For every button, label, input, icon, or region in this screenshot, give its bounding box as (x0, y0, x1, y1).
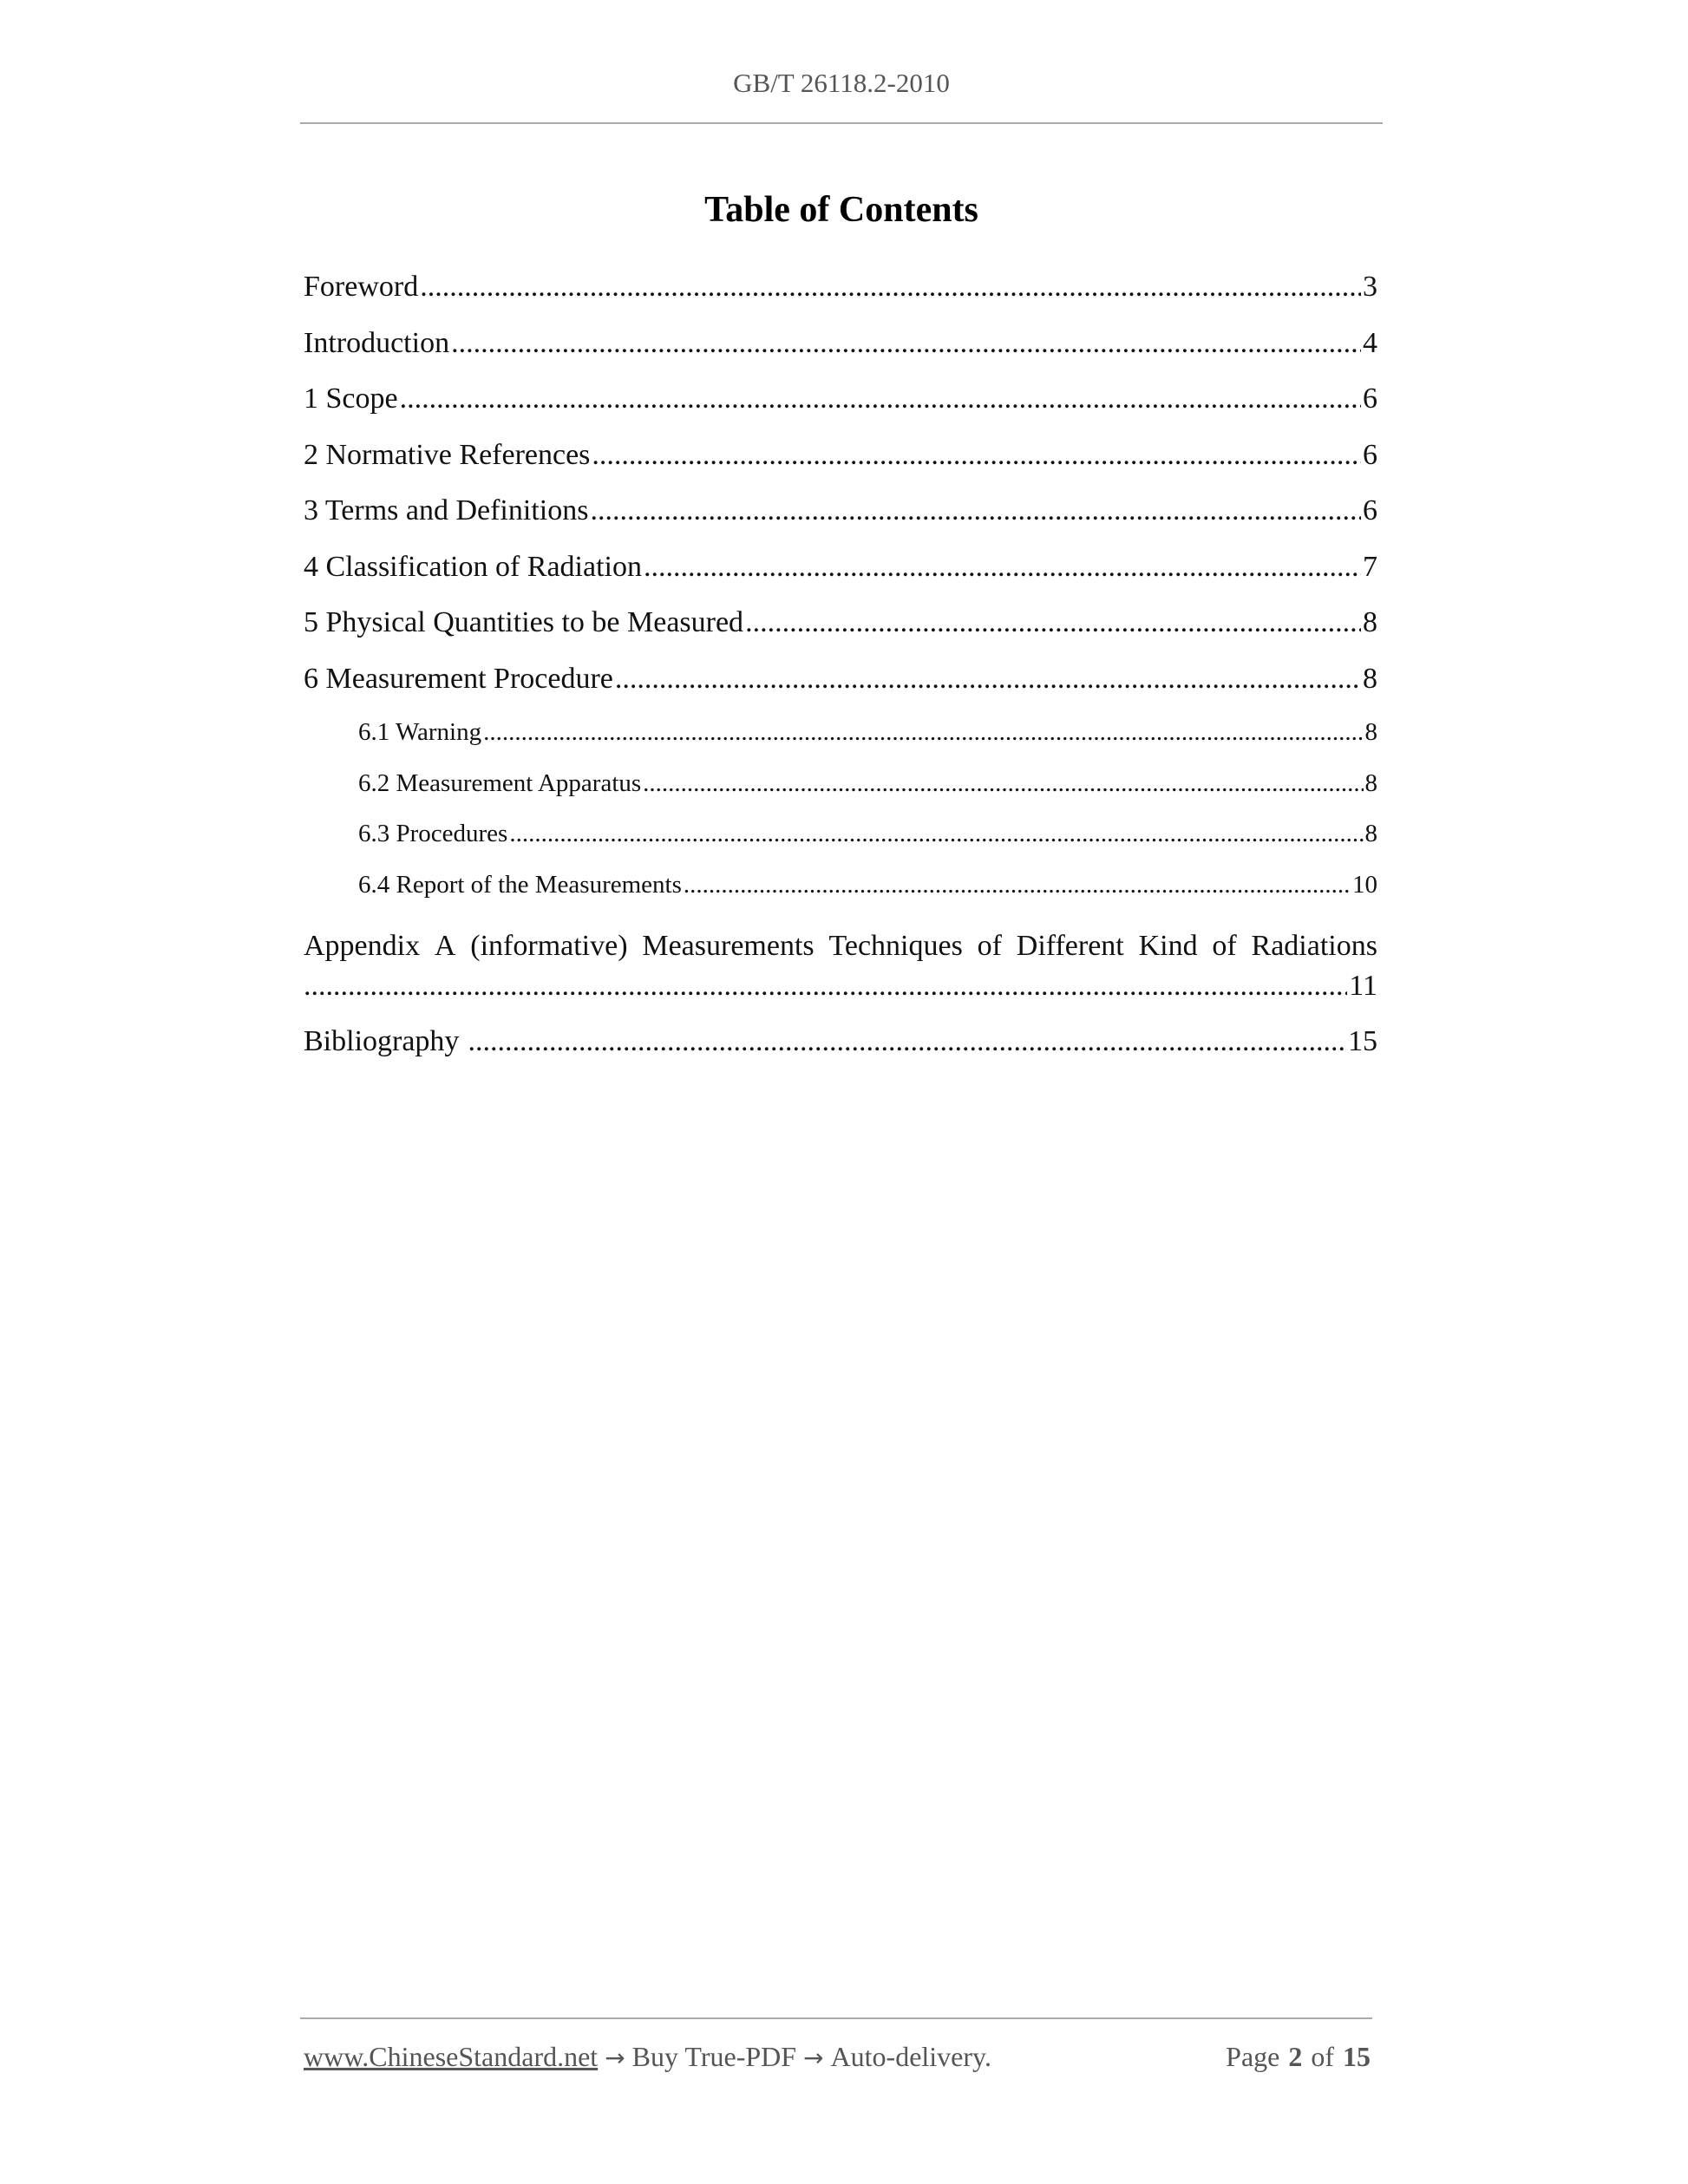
toc-entry-bibliography[interactable] (304, 1022, 1377, 1078)
appendix-word-1: Appendix (304, 929, 421, 962)
appendix-word-8: Kind (1138, 929, 1198, 962)
toc-entry-label: 6.3 Procedures (358, 820, 508, 847)
page-word: Page (1226, 2041, 1280, 2072)
toc-entry-physical-quantities[interactable] (304, 603, 1377, 659)
toc-entry-label: 3 Terms and Definitions (304, 494, 589, 526)
dot-leader (483, 715, 1363, 749)
toc-entry-report-of-measurements[interactable] (304, 867, 1377, 926)
toc-entry-page: 4 (1363, 326, 1377, 359)
appendix-word-6: of (977, 929, 1002, 962)
dot-leader (304, 966, 1347, 1006)
dot-leader (451, 324, 1361, 363)
auto-delivery-text: Auto-delivery. (830, 2041, 991, 2072)
toc-entry-page: 7 (1363, 550, 1377, 583)
toc-entry-page: 8 (1363, 662, 1377, 695)
toc-entry-procedures[interactable] (304, 816, 1377, 867)
toc-entry-label: 6 Measurement Procedure (304, 662, 613, 695)
of-word: of (1311, 2041, 1334, 2072)
toc-entry-label: Introduction (304, 326, 450, 359)
toc-entry-page: 8 (1364, 718, 1377, 746)
toc-entry-introduction[interactable] (304, 324, 1377, 380)
dot-leader (509, 816, 1363, 851)
appendix-word-4: Measurements (642, 929, 815, 962)
arrow-right-icon: → (605, 2043, 625, 2072)
header-divider (300, 122, 1383, 124)
dot-leader (400, 379, 1361, 419)
table-of-contents (304, 267, 1377, 1077)
footer-divider (300, 2017, 1372, 2019)
dot-leader (592, 435, 1361, 475)
toc-entry-label: Bibliography (304, 1024, 460, 1057)
appendix-word-5: Techniques (828, 929, 963, 962)
dot-leader (615, 659, 1361, 699)
dot-leader (420, 267, 1361, 307)
toc-entry-classification-of-radiation[interactable] (304, 547, 1377, 604)
toc-entry-page: 10 (1352, 870, 1377, 899)
toc-entry-foreword[interactable] (304, 267, 1377, 324)
toc-entry-scope[interactable] (304, 379, 1377, 435)
toc-entry-page: 11 (1349, 969, 1377, 1002)
dot-leader (643, 766, 1363, 801)
current-page-number: 2 (1288, 2041, 1303, 2072)
footer-promo (304, 2041, 991, 2073)
appendix-leader-line (304, 966, 1377, 1006)
site-link[interactable]: www.ChineseStandard.net (304, 2041, 599, 2072)
toc-entry-page: 6 (1363, 438, 1377, 471)
dot-leader (684, 867, 1351, 902)
toc-entry-page: 8 (1364, 768, 1377, 797)
toc-entry-page: 6 (1363, 383, 1377, 415)
page-footer (304, 2041, 1371, 2073)
dot-leader (468, 1022, 1346, 1062)
dot-leader (644, 547, 1361, 587)
total-page-count: 15 (1343, 2041, 1371, 2072)
appendix-label-line (304, 926, 1377, 966)
toc-entry-normative-references[interactable] (304, 435, 1377, 492)
page-number (1226, 2041, 1371, 2073)
page-header-standard-code: GB/T 26118.2-2010 (733, 68, 950, 98)
toc-entry-measurement-apparatus[interactable] (304, 766, 1377, 817)
toc-entry-label: 6.4 Report of the Measurements (358, 870, 682, 899)
toc-entry-label: 2 Normative References (304, 438, 591, 471)
toc-entry-label: Foreword (304, 271, 419, 303)
toc-entry-label: 6.2 Measurement Apparatus (358, 768, 642, 797)
toc-entry-measurement-procedure[interactable] (304, 659, 1377, 716)
toc-entry-page: 15 (1348, 1024, 1377, 1057)
toc-title: Table of Contents (704, 190, 978, 230)
toc-entry-page: 6 (1363, 494, 1377, 526)
toc-entry-terms-and-definitions[interactable] (304, 491, 1377, 547)
toc-entry-label: 5 Physical Quantities to be Measured (304, 606, 744, 638)
toc-entry-appendix-a[interactable] (304, 926, 1377, 1022)
dot-leader (590, 491, 1361, 531)
toc-entry-label: 4 Classification of Radiation (304, 550, 642, 583)
toc-entry-warning[interactable] (304, 715, 1377, 766)
toc-entry-page: 8 (1364, 820, 1377, 847)
dot-leader (745, 603, 1361, 643)
appendix-word-9: of (1212, 929, 1237, 962)
appendix-word-3: (informative) (470, 929, 628, 962)
toc-entry-page: 3 (1363, 271, 1377, 303)
arrow-right-icon: → (803, 2043, 824, 2072)
buy-true-pdf-text: Buy True-PDF (631, 2041, 797, 2072)
toc-entry-label: 1 Scope (304, 383, 398, 415)
appendix-word-2: A (434, 929, 456, 962)
appendix-word-7: Different (1016, 929, 1124, 962)
appendix-word-10: Radiations (1251, 929, 1377, 962)
toc-entry-label: 6.1 Warning (358, 718, 482, 746)
toc-entry-page: 8 (1363, 606, 1377, 638)
